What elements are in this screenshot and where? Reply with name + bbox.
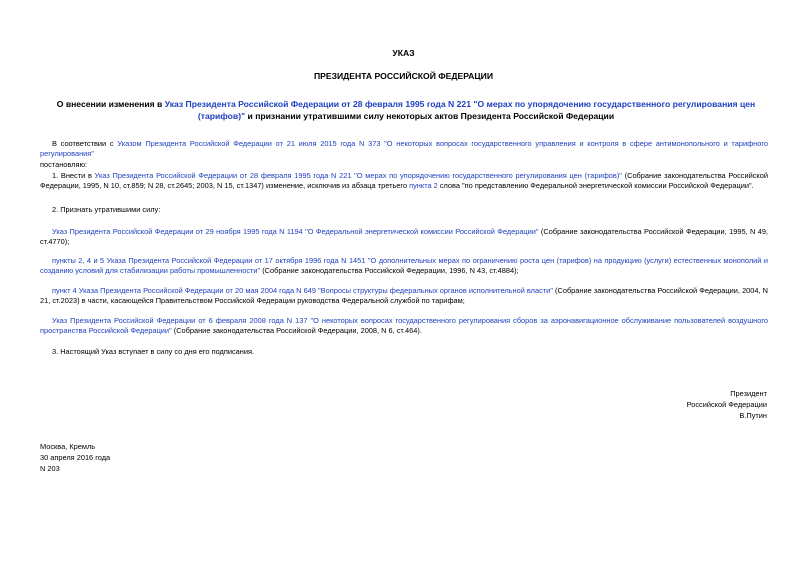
signature-title: Президент — [730, 389, 767, 398]
document-issuer: ПРЕЗИДЕНТА РОССИЙСКОЙ ФЕДЕРАЦИИ — [313, 71, 494, 81]
signature-name: В.Путин — [739, 411, 767, 420]
document-subject — [40, 98, 772, 122]
place-date-block — [40, 441, 110, 474]
item-2-heading: 2. Признать утратившими силу: — [52, 205, 161, 214]
resolve-line: постановляю: — [40, 160, 88, 169]
document-title: УКАЗ — [392, 48, 415, 58]
place-city: Москва, Кремль — [40, 442, 96, 451]
item-2-subitem-2 — [40, 256, 768, 277]
document-number: N 203 — [40, 464, 60, 473]
subitem4-link[interactable]: Указ Президента Российской Федерации от 6 февраля 2008 года N 137 "О некоторых вопросах государственного регулирования сборов за аэронавигационное обслуживание пользователей воздушного пространства Российской Федерации" — [40, 316, 768, 336]
item1-text-b: (Собрание законодательства Российской Федерации, 1995, N 10, ст.859; N 28, ст.2645; 2003, N 15, ст.1347) изменение, исключив из абзаца третьего — [40, 171, 768, 191]
item1-decree-link[interactable]: Указ Президента Российской Федерации от 28 февраля 1995 года N 221 "О мерах по упорядочению государственного регулирования цен (тарифов)" — [94, 171, 622, 180]
preamble — [40, 139, 768, 160]
subitem1-link[interactable]: Указ Президента Российской Федерации от 29 ноября 1995 года N 1194 "О Федеральной энергетической комиссии Российской Федерации" — [52, 227, 539, 236]
item-3: 3. Настоящий Указ вступает в силу со дня его подписания. — [52, 347, 255, 356]
item-2-subitem-3 — [40, 286, 768, 307]
subject-link[interactable]: Указ Президента Российской Федерации от 28 февраля 1995 года N 221 "О мерах по упорядочению государственного регулирования цен (тарифов)" — [164, 99, 756, 121]
signature-block — [687, 388, 767, 421]
subitem4-text: (Собрание законодательства Российской Федерации, 2008, N 6, ст.464). — [171, 326, 422, 336]
signature-country: Российской Федерации — [686, 400, 767, 409]
subject-text-a: О внесении изменения в — [56, 99, 165, 109]
subitem2-link[interactable]: пункты 2, 4 и 5 Указа Президента Российской Федерации от 17 октября 1996 года N 1451 "О дополнительных мерах по ограничению роста цен (тарифов) на продукцию (услуги) естественных монополий и созданию условий для стабилизации работы промышленности" — [40, 256, 768, 276]
item-1 — [40, 171, 768, 192]
subitem1-text: (Собрание законодательства Российской Федерации, 1995, N 49, ст.4770); — [40, 227, 768, 247]
subitem3-text: (Собрание законодательства Российской Федерации, 2004, N 21, ст.2023) в части, касающейся Правительством Российской Федерации руководства Федеральной службой по тарифам; — [40, 286, 768, 306]
item-2-subitem-1 — [40, 227, 768, 248]
preamble-link[interactable]: Указом Президента Российской Федерации от 21 июля 2015 года N 373 "О некоторых вопросах государственного управления и контроля в сфере антимонопольного и тарифного регулирования" — [40, 139, 768, 159]
subitem3-link[interactable]: пункт 4 Указа Президента Российской Федерации от 20 мая 2004 года N 649 "Вопросы структуры федеральных органов исполнительной власти" — [52, 286, 553, 295]
place-date: 30 апреля 2016 года — [40, 453, 111, 462]
item1-text-a: 1. Внести в — [52, 171, 95, 180]
item1-clause-link[interactable]: пункта 2 — [409, 181, 438, 191]
subitem2-text: (Собрание законодательства Российской Федерации, 1996, N 43, ст.4884); — [260, 266, 519, 276]
subject-text-b: и признании утратившими силу некоторых актов Президента Российской Федерации — [245, 111, 615, 121]
item1-text-c: слова "по представлению Федеральной энергетической комиссии Российской Федерации". — [437, 181, 754, 191]
item-2-subitem-4 — [40, 316, 768, 337]
preamble-prefix: В соответствии с — [52, 139, 118, 148]
